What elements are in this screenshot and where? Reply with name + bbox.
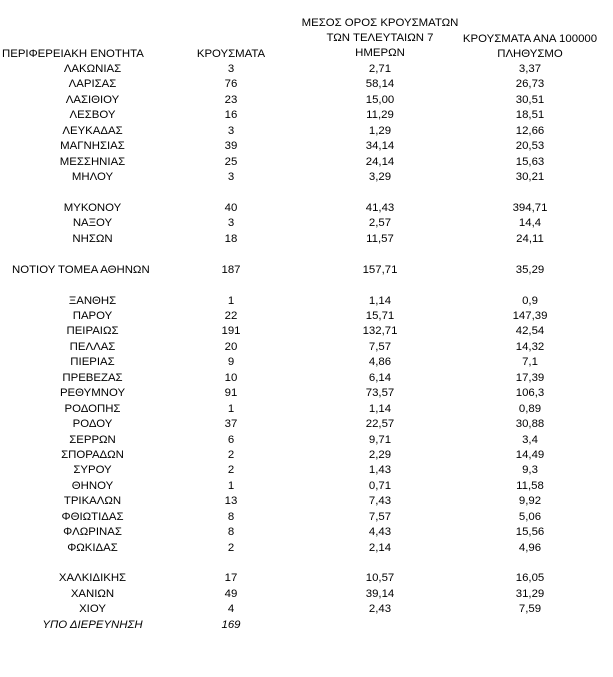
cases-cell: 3 (227, 171, 235, 184)
seven-day-average-cell: 2,14 (368, 541, 392, 554)
table-row (0, 201, 613, 216)
cases-per-100k-cell: 35,29 (515, 263, 545, 276)
table-row (0, 139, 613, 154)
cases-per-100k-cell: 14,49 (515, 448, 545, 461)
spacer-row (0, 247, 613, 262)
cases-per-100k-cell: 15,56 (515, 526, 545, 539)
cases-per-100k-cell: 17,39 (515, 371, 545, 384)
table-row (0, 263, 613, 278)
header-seven-day-average (296, 16, 464, 61)
cases-per-100k-cell: 30,88 (515, 418, 545, 431)
seven-day-average-cell: 9,71 (368, 433, 392, 446)
seven-day-average-cell: 7,57 (368, 340, 392, 353)
table-row (0, 417, 613, 432)
table-row (0, 77, 613, 92)
spacer-row (0, 278, 613, 293)
cases-per-100k-cell: 9,92 (518, 495, 542, 508)
region-name-cell: ΠΕΙΡΑΙΩΣ (66, 325, 119, 338)
table-row (0, 541, 613, 556)
cases-cell: 2 (227, 541, 235, 554)
cases-cell: 23 (224, 93, 238, 106)
cases-cell: 10 (224, 371, 238, 384)
seven-day-average-cell: 11,29 (366, 109, 394, 122)
cases-per-100k-cell: 7,59 (518, 603, 542, 616)
table-row (0, 602, 613, 617)
cases-per-100k-cell: 7,1 (522, 356, 538, 369)
table-row (0, 355, 613, 370)
region-name-cell: ΜΗΛΟΥ (71, 171, 114, 184)
region-name-cell: ΛΑΡΙΣΑΣ (68, 78, 117, 91)
seven-day-average-cell: 2,57 (368, 217, 392, 230)
table-row (0, 587, 613, 602)
table-row (0, 371, 613, 386)
region-name-cell: ΡΕΘΥΜΝΟΥ (59, 387, 126, 400)
table-row (0, 525, 613, 540)
cases-cell: 16 (224, 109, 238, 122)
cases-per-100k-cell: 12,66 (515, 124, 545, 137)
cases-per-100k-cell: 20,53 (515, 140, 545, 153)
table-row (0, 571, 613, 586)
header-avg-line-1: ΜΕΣΟΣ ΟΡΟΣ ΚΡΟΥΣΜΑΤΩΝ (301, 17, 459, 29)
seven-day-average-cell: 11,57 (366, 232, 394, 245)
cases-cell: 1 (227, 402, 235, 415)
seven-day-average-cell: 73,57 (365, 387, 395, 400)
cases-cell: 39 (224, 140, 238, 153)
region-name-cell: ΡΟΔΟΠΗΣ (64, 402, 121, 415)
region-name-cell: ΤΡΙΚΑΛΩΝ (63, 495, 122, 508)
seven-day-average-cell: 0,71 (368, 479, 392, 492)
region-name-cell: ΡΟΔΟΥ (72, 418, 113, 431)
cases-per-100k-cell: 31,29 (515, 587, 545, 600)
cases-cell: 3 (227, 124, 235, 137)
cases-per-100k-cell: 4,96 (518, 541, 542, 554)
region-name-cell: ΞΑΝΘΗΣ (68, 294, 117, 307)
seven-day-average-cell: 4,86 (368, 356, 392, 369)
cases-cell: 8 (227, 526, 235, 539)
seven-day-average-cell: 15,00 (365, 93, 395, 106)
cases-cell: 9 (227, 356, 235, 369)
table-row (0, 386, 613, 401)
region-name-cell: ΣΕΡΡΩΝ (69, 433, 116, 446)
seven-day-average-cell: 1,14 (368, 294, 392, 307)
cases-cell: 76 (224, 78, 238, 91)
cases-per-100k-cell: 26,73 (515, 78, 545, 91)
header-region-label: ΠΕΡΙΦΕΡΕΙΑΚΗ ΕΝΟΤΗΤΑ (2, 48, 144, 60)
cases-per-100k-cell: 9,3 (522, 464, 538, 477)
table-row (0, 62, 613, 77)
seven-day-average-cell: 1,29 (368, 124, 392, 137)
seven-day-average-cell: 34,14 (365, 140, 395, 153)
cases-per-100k-cell: 42,54 (515, 325, 545, 338)
cases-per-100k-cell: 18,51 (515, 109, 545, 122)
seven-day-average-cell: 58,14 (365, 78, 395, 91)
seven-day-average-cell: 1,43 (368, 464, 392, 477)
spacer-row (0, 556, 613, 571)
cases-cell: 22 (224, 310, 238, 322)
header-avg-line-3: ΗΜΕΡΩΝ (355, 47, 405, 59)
header-region (0, 47, 178, 62)
cases-per-100k-cell: 106,3 (515, 387, 545, 400)
cases-per-100k-cell: 394,71 (512, 201, 548, 214)
cases-cell: 187 (221, 263, 241, 276)
table-header (0, 0, 613, 62)
cases-cell: 3 (227, 63, 235, 75)
header-per-line-1: ΚΡΟΥΣΜΑΤΑ ΑΝΑ 100000 (462, 33, 598, 45)
table-row (0, 309, 613, 324)
region-name-cell: ΧΑΝΙΩΝ (70, 587, 115, 600)
region-name-cell: ΛΕΣΒΟΥ (69, 109, 116, 122)
cases-cell: 18 (224, 232, 238, 245)
cases-per-100k-cell: 15,63 (515, 155, 545, 168)
seven-day-average-cell: 24,14 (365, 155, 395, 168)
cases-cell: 13 (224, 495, 238, 508)
region-name-cell: ΣΠΟΡΑΔΩΝ (61, 448, 124, 461)
cases-per-100k-cell: 11,58 (516, 479, 544, 492)
cases-cell: 17 (224, 572, 238, 585)
seven-day-average-cell: 15,71 (365, 310, 395, 322)
region-name-cell: ΠΑΡΟΥ (72, 310, 113, 322)
table-row (0, 324, 613, 339)
cases-per-100k-cell: 30,21 (515, 171, 545, 184)
under-investigation-cases: 169 (221, 618, 241, 631)
region-name-cell: ΜΑΓΝΗΣΙΑΣ (60, 140, 125, 153)
spacer-row (0, 186, 613, 201)
cases-cell: 2 (227, 448, 235, 461)
seven-day-average-cell: 39,14 (365, 587, 395, 600)
table-body (0, 62, 613, 633)
seven-day-average-cell: 3,29 (368, 171, 392, 184)
cases-per-100k-cell: 3,4 (522, 433, 538, 446)
table-row (0, 108, 613, 123)
region-name-cell: ΝΑΞΟΥ (72, 217, 113, 230)
cases-cell: 20 (224, 340, 238, 353)
region-name-cell: ΣΥΡΟΥ (73, 464, 112, 477)
region-name-cell: ΝΗΣΩΝ (72, 232, 113, 245)
seven-day-average-cell: 7,43 (368, 495, 392, 508)
region-name-cell: ΝΟΤΙΟΥ ΤΟΜΕΑ ΑΘΗΝΩΝ (12, 263, 150, 276)
region-name-cell: ΠΡΕΒΕΖΑΣ (62, 371, 123, 384)
seven-day-average-cell: 2,29 (368, 448, 392, 461)
table-row (0, 448, 613, 463)
cases-per-100k-cell: 3,37 (518, 63, 542, 75)
cases-per-100k-cell: 14,32 (515, 340, 545, 353)
region-name-cell: ΜΕΣΣΗΝΙΑΣ (59, 155, 126, 168)
region-name-cell: ΧΑΛΚΙΔΙΚΗΣ (58, 572, 127, 585)
cases-cell: 4 (227, 603, 235, 616)
cases-cell: 40 (224, 201, 238, 214)
cases-cell: 1 (227, 479, 235, 492)
table-row (0, 124, 613, 139)
seven-day-average-cell: 10,57 (365, 572, 395, 585)
table-row (0, 510, 613, 525)
seven-day-average-cell: 22,57 (365, 418, 395, 431)
table-row (0, 340, 613, 355)
header-avg-line-2: ΤΩΝ ΤΕΛΕΥΤΑΙΩΝ 7 (326, 32, 434, 44)
cases-per-100k-cell: 24,11 (516, 232, 544, 245)
seven-day-average-cell: 6,14 (368, 371, 392, 384)
region-name-cell: ΛΕΥΚΑΔΑΣ (62, 124, 123, 137)
cases-cell: 1 (227, 294, 235, 307)
region-name-cell: ΛΑΣΙΘΙΟΥ (65, 93, 120, 106)
region-name-cell: ΘΗΝΟΥ (71, 479, 114, 492)
cases-cell: 191 (221, 325, 241, 338)
seven-day-average-cell: 157,71 (362, 263, 398, 276)
header-cases-per-100k (450, 32, 610, 62)
region-name-cell: ΦΘΙΩΤΙΔΑΣ (61, 510, 124, 523)
seven-day-average-cell: 132,71 (362, 325, 398, 338)
cases-per-100k-cell: 147,39 (512, 310, 548, 322)
region-name-cell: ΜΥΚΟΝΟΥ (63, 201, 122, 214)
cases-cell: 2 (227, 464, 235, 477)
header-cases: ΚΡΟΥΣΜΑΤΑ (196, 48, 266, 60)
seven-day-average-cell: 41,43 (365, 201, 395, 214)
region-name-cell: ΠΕΛΛΑΣ (69, 340, 116, 353)
under-investigation-label: ΥΠΟ ΔΙΕΡΕΥΝΗΣΗ (42, 618, 143, 631)
region-name-cell: ΦΛΩΡΙΝΑΣ (63, 526, 122, 539)
cases-cell: 91 (224, 387, 238, 400)
table-row (0, 155, 613, 170)
cases-cell: 8 (227, 510, 235, 523)
table-row (0, 479, 613, 494)
table-row (0, 494, 613, 509)
table-row (0, 402, 613, 417)
cases-per-100k-cell: 0,89 (518, 402, 542, 415)
under-investigation-row (0, 618, 613, 633)
seven-day-average-cell: 4,43 (368, 526, 392, 539)
cases-per-100k-cell: 30,51 (515, 93, 545, 106)
table-row (0, 433, 613, 448)
seven-day-average-cell: 1,14 (368, 402, 392, 415)
cases-cell: 49 (224, 587, 238, 600)
seven-day-average-cell: 2,43 (368, 603, 392, 616)
cases-per-100k-cell: 0,9 (522, 294, 538, 307)
region-name-cell: ΧΙΟΥ (79, 603, 106, 616)
cases-cell: 6 (227, 433, 235, 446)
region-name-cell: ΛΑΚΩΝΙΑΣ (63, 63, 122, 75)
table-row (0, 463, 613, 478)
header-per-line-2: ΠΛΗΘΥΣΜΟ (497, 48, 563, 60)
cases-cell: 3 (227, 217, 235, 230)
cases-per-100k-cell: 14,4 (518, 217, 542, 230)
region-name-cell: ΦΩΚΙΔΑΣ (67, 541, 118, 554)
seven-day-average-cell: 2,71 (368, 63, 392, 75)
seven-day-average-cell: 7,57 (368, 510, 392, 523)
region-name-cell: ΠΙΕΡΙΑΣ (70, 356, 115, 369)
cases-cell: 25 (224, 155, 238, 168)
table-row (0, 232, 613, 247)
cases-per-100k-cell: 16,05 (515, 572, 545, 585)
table-row (0, 216, 613, 231)
table-row (0, 93, 613, 108)
cases-cell: 37 (224, 418, 238, 431)
cases-per-100k-cell: 5,06 (518, 510, 542, 523)
table-row (0, 294, 613, 309)
table-row (0, 170, 613, 185)
